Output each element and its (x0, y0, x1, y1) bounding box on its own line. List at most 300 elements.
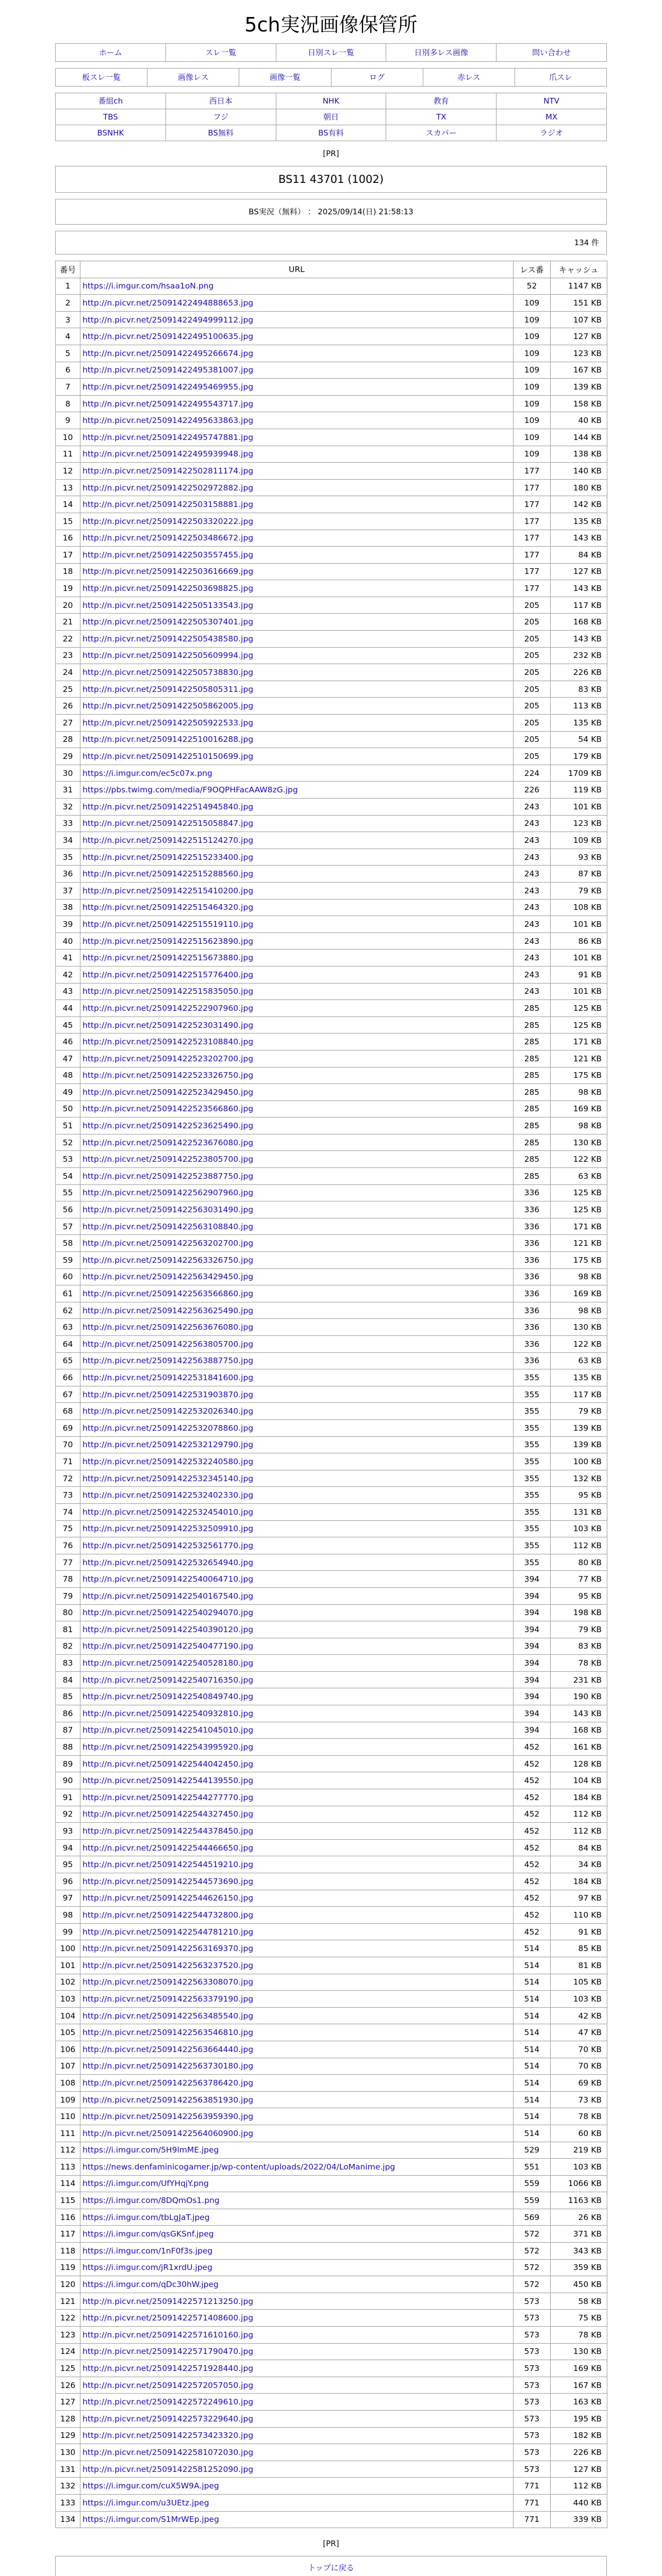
cache-size-link[interactable]: 60 KB (551, 2125, 607, 2142)
cache-size-link[interactable]: 26 KB (551, 2209, 607, 2226)
image-url-link[interactable]: http://n.picvr.net/25091422540528180.jpg (80, 1655, 514, 1672)
res-number-link[interactable]: 336 (514, 1201, 551, 1218)
image-url-link[interactable]: http://n.picvr.net/25091422515519110.jpg (80, 916, 514, 933)
image-url-link[interactable]: http://n.picvr.net/25091422563805700.jpg (80, 1336, 514, 1353)
image-url-link[interactable]: https://i.imgur.com/u3UEtz.jpeg (80, 2494, 514, 2511)
res-number-link[interactable]: 529 (514, 2142, 551, 2159)
cache-size-link[interactable]: 163 KB (551, 2394, 607, 2411)
res-number-link[interactable]: 394 (514, 1604, 551, 1621)
image-url-link[interactable]: http://n.picvr.net/25091422505609994.jpg (80, 647, 514, 664)
res-number-link[interactable]: 573 (514, 2394, 551, 2411)
image-url-link[interactable]: http://n.picvr.net/25091422540294070.jpg (80, 1604, 514, 1621)
image-url-link[interactable]: http://n.picvr.net/25091422532026340.jpg (80, 1403, 514, 1420)
res-number-link[interactable]: 514 (514, 2075, 551, 2092)
cache-size-link[interactable]: 78 KB (551, 2327, 607, 2344)
cache-size-link[interactable]: 77 KB (551, 1571, 607, 1588)
image-url-link[interactable]: http://n.picvr.net/25091422544139550.jpg (80, 1772, 514, 1789)
image-url-link[interactable]: http://n.picvr.net/25091422515673880.jpg (80, 950, 514, 967)
image-url-link[interactable]: http://n.picvr.net/25091422532129790.jpg (80, 1436, 514, 1453)
cache-size-link[interactable]: 1066 KB (551, 2175, 607, 2192)
image-url-link[interactable]: https://i.imgur.com/1nF0f3s.jpeg (80, 2243, 514, 2260)
image-url-link[interactable]: http://n.picvr.net/25091422532402330.jpg (80, 1487, 514, 1504)
image-url-link[interactable]: http://n.picvr.net/25091422563664440.jpg (80, 2041, 514, 2058)
image-url-link[interactable]: http://n.picvr.net/25091422523031490.jpg (80, 1016, 514, 1033)
image-url-link[interactable]: http://n.picvr.net/25091422515233400.jpg (80, 849, 514, 866)
res-number-link[interactable]: 573 (514, 2360, 551, 2377)
res-number-link[interactable]: 285 (514, 1117, 551, 1134)
res-number-link[interactable]: 205 (514, 647, 551, 664)
channel-link[interactable]: TX (386, 109, 496, 125)
image-url-link[interactable]: https://i.imgur.com/qDc30hW.jpeg (80, 2276, 514, 2293)
cache-size-link[interactable]: 175 KB (551, 1067, 607, 1084)
res-number-link[interactable]: 394 (514, 1571, 551, 1588)
cache-size-link[interactable]: 130 KB (551, 2343, 607, 2360)
cache-size-link[interactable]: 81 KB (551, 1957, 607, 1974)
channel-link[interactable]: ラジオ (496, 125, 606, 141)
res-number-link[interactable]: 243 (514, 933, 551, 950)
image-url-link[interactable]: http://n.picvr.net/25091422564060900.jpg (80, 2125, 514, 2142)
cache-size-link[interactable]: 180 KB (551, 479, 607, 496)
image-url-link[interactable]: http://n.picvr.net/25091422505805311.jpg (80, 681, 514, 698)
res-number-link[interactable]: 355 (514, 1419, 551, 1436)
image-url-link[interactable]: http://n.picvr.net/25091422532240580.jpg (80, 1453, 514, 1470)
cache-size-link[interactable]: 143 KB (551, 631, 607, 648)
res-number-link[interactable]: 452 (514, 1739, 551, 1756)
cache-size-link[interactable]: 109 KB (551, 832, 607, 849)
cache-size-link[interactable]: 175 KB (551, 1252, 607, 1269)
cache-size-link[interactable]: 98 KB (551, 1117, 607, 1134)
image-url-link[interactable]: http://n.picvr.net/25091422544042450.jpg (80, 1755, 514, 1772)
res-number-link[interactable]: 177 (514, 463, 551, 480)
res-number-link[interactable]: 355 (514, 1470, 551, 1487)
res-number-link[interactable]: 109 (514, 295, 551, 312)
res-number-link[interactable]: 109 (514, 446, 551, 463)
res-number-link[interactable]: 285 (514, 1050, 551, 1067)
nav-item-daily-popular-images[interactable]: 日別多レス画像 (386, 44, 496, 61)
cache-size-link[interactable]: 167 KB (551, 2377, 607, 2394)
cache-size-link[interactable]: 100 KB (551, 1453, 607, 1470)
res-number-link[interactable]: 177 (514, 530, 551, 547)
cache-size-link[interactable]: 184 KB (551, 1873, 607, 1890)
image-url-link[interactable]: http://n.picvr.net/25091422571213250.jpg (80, 2293, 514, 2310)
cache-size-link[interactable]: 158 KB (551, 395, 607, 412)
image-url-link[interactable]: http://n.picvr.net/25091422544327450.jpg (80, 1806, 514, 1823)
image-url-link[interactable]: http://n.picvr.net/25091422523625490.jpg (80, 1117, 514, 1134)
cache-size-link[interactable]: 98 KB (551, 1302, 607, 1319)
cache-size-link[interactable]: 93 KB (551, 849, 607, 866)
res-number-link[interactable]: 109 (514, 345, 551, 362)
cache-size-link[interactable]: 107 KB (551, 311, 607, 328)
res-number-link[interactable]: 224 (514, 765, 551, 782)
nav-item-daily-thread-list[interactable]: 日別スレ一覧 (276, 44, 386, 61)
image-url-link[interactable]: https://i.imgur.com/jR1xrdU.jpeg (80, 2259, 514, 2276)
cache-size-link[interactable]: 135 KB (551, 1369, 607, 1386)
image-url-link[interactable]: http://n.picvr.net/25091422503486672.jpg (80, 530, 514, 547)
cache-size-link[interactable]: 47 KB (551, 2024, 607, 2041)
res-number-link[interactable]: 355 (514, 1453, 551, 1470)
cache-size-link[interactable]: 130 KB (551, 1134, 607, 1151)
image-url-link[interactable]: http://n.picvr.net/25091422531903870.jpg (80, 1386, 514, 1403)
res-number-link[interactable]: 514 (514, 2125, 551, 2142)
res-number-link[interactable]: 394 (514, 1688, 551, 1705)
cache-size-link[interactable]: 343 KB (551, 2243, 607, 2260)
res-number-link[interactable]: 285 (514, 1100, 551, 1117)
res-number-link[interactable]: 573 (514, 2377, 551, 2394)
cache-size-link[interactable]: 121 KB (551, 1235, 607, 1252)
image-url-link[interactable]: http://n.picvr.net/25091422515835050.jpg (80, 983, 514, 1000)
image-url-link[interactable]: http://n.picvr.net/25091422495100635.jpg (80, 328, 514, 345)
cache-size-link[interactable]: 122 KB (551, 1151, 607, 1168)
cache-size-link[interactable]: 190 KB (551, 1688, 607, 1705)
cache-size-link[interactable]: 182 KB (551, 2427, 607, 2444)
image-url-link[interactable]: https://i.imgur.com/ec5c07x.png (80, 765, 514, 782)
res-number-link[interactable]: 452 (514, 1789, 551, 1806)
image-url-link[interactable]: http://n.picvr.net/25091422571790470.jpg (80, 2343, 514, 2360)
res-number-link[interactable]: 559 (514, 2175, 551, 2192)
cache-size-link[interactable]: 226 KB (551, 2444, 607, 2461)
cache-size-link[interactable]: 450 KB (551, 2276, 607, 2293)
image-url-link[interactable]: http://n.picvr.net/25091422532454010.jpg (80, 1503, 514, 1520)
res-number-link[interactable]: 285 (514, 1151, 551, 1168)
cache-size-link[interactable]: 112 KB (551, 1537, 607, 1554)
image-url-link[interactable]: http://n.picvr.net/25091422563786420.jpg (80, 2075, 514, 2092)
res-number-link[interactable]: 243 (514, 899, 551, 916)
cache-size-link[interactable]: 85 KB (551, 1940, 607, 1957)
cache-size-link[interactable]: 123 KB (551, 345, 607, 362)
cache-size-link[interactable]: 128 KB (551, 1755, 607, 1772)
res-number-link[interactable]: 573 (514, 2293, 551, 2310)
cache-size-link[interactable]: 69 KB (551, 2075, 607, 2092)
channel-link[interactable]: BS無料 (166, 125, 276, 141)
image-url-link[interactable]: http://n.picvr.net/25091422532345140.jpg (80, 1470, 514, 1487)
image-url-link[interactable]: http://n.picvr.net/25091422571610160.jpg (80, 2327, 514, 2344)
res-number-link[interactable]: 394 (514, 1621, 551, 1638)
res-number-link[interactable]: 285 (514, 1084, 551, 1101)
image-url-link[interactable]: http://n.picvr.net/25091422523805700.jpg (80, 1151, 514, 1168)
image-url-link[interactable]: https://i.imgur.com/tbLgJaT.jpeg (80, 2209, 514, 2226)
cache-size-link[interactable]: 151 KB (551, 295, 607, 312)
res-number-link[interactable]: 394 (514, 1638, 551, 1655)
res-number-link[interactable]: 771 (514, 2494, 551, 2511)
image-url-link[interactable]: http://n.picvr.net/25091422522907960.jpg (80, 1000, 514, 1017)
cache-size-link[interactable]: 195 KB (551, 2411, 607, 2428)
cache-size-link[interactable]: 339 KB (551, 2511, 607, 2528)
cache-size-link[interactable]: 83 KB (551, 681, 607, 698)
channel-link[interactable]: MX (496, 109, 606, 125)
res-number-link[interactable]: 452 (514, 1890, 551, 1907)
cache-size-link[interactable]: 98 KB (551, 1268, 607, 1285)
cache-size-link[interactable]: 125 KB (551, 1000, 607, 1017)
cache-size-link[interactable]: 139 KB (551, 1419, 607, 1436)
res-number-link[interactable]: 394 (514, 1671, 551, 1688)
image-url-link[interactable]: http://n.picvr.net/25091422563730180.jpg (80, 2058, 514, 2075)
cache-size-link[interactable]: 79 KB (551, 1621, 607, 1638)
res-number-link[interactable]: 573 (514, 2343, 551, 2360)
res-number-link[interactable]: 205 (514, 748, 551, 765)
image-url-link[interactable]: http://n.picvr.net/25091422523108840.jpg (80, 1033, 514, 1050)
res-number-link[interactable]: 452 (514, 1772, 551, 1789)
res-number-link[interactable]: 109 (514, 328, 551, 345)
image-url-link[interactable]: http://n.picvr.net/25091422562907960.jpg (80, 1184, 514, 1201)
nav-item-image-res[interactable]: 画像レス (147, 69, 239, 86)
cache-size-link[interactable]: 171 KB (551, 1033, 607, 1050)
cache-size-link[interactable]: 95 KB (551, 1487, 607, 1504)
res-number-link[interactable]: 394 (514, 1705, 551, 1722)
cache-size-link[interactable]: 140 KB (551, 463, 607, 480)
res-number-link[interactable]: 109 (514, 429, 551, 446)
image-url-link[interactable]: http://n.picvr.net/25091422540716350.jpg (80, 1671, 514, 1688)
cache-size-link[interactable]: 75 KB (551, 2310, 607, 2327)
channel-link[interactable]: BS有料 (276, 125, 386, 141)
cache-size-link[interactable]: 198 KB (551, 1604, 607, 1621)
image-url-link[interactable]: http://n.picvr.net/25091422544573690.jpg (80, 1873, 514, 1890)
res-number-link[interactable]: 52 (514, 278, 551, 295)
res-number-link[interactable]: 355 (514, 1386, 551, 1403)
channel-link[interactable]: NTV (496, 93, 606, 109)
res-number-link[interactable]: 514 (514, 1991, 551, 2008)
res-number-link[interactable]: 109 (514, 395, 551, 412)
cache-size-link[interactable]: 63 KB (551, 1168, 607, 1185)
cache-size-link[interactable]: 143 KB (551, 530, 607, 547)
image-url-link[interactable]: http://n.picvr.net/25091422523887750.jpg (80, 1168, 514, 1185)
image-url-link[interactable]: https://i.imgur.com/hsaa1oN.png (80, 278, 514, 295)
image-url-link[interactable]: https://i.imgur.com/UfYHqjY.png (80, 2175, 514, 2192)
image-url-link[interactable]: http://n.picvr.net/25091422503557455.jpg (80, 547, 514, 564)
image-url-link[interactable]: http://n.picvr.net/25091422544626150.jpg (80, 1890, 514, 1907)
image-url-link[interactable]: http://n.picvr.net/25091422540932810.jpg (80, 1705, 514, 1722)
cache-size-link[interactable]: 104 KB (551, 1772, 607, 1789)
cache-size-link[interactable]: 1147 KB (551, 278, 607, 295)
cache-size-link[interactable]: 359 KB (551, 2259, 607, 2276)
image-url-link[interactable]: http://n.picvr.net/25091422523429450.jpg (80, 1084, 514, 1101)
res-number-link[interactable]: 177 (514, 513, 551, 530)
res-number-link[interactable]: 205 (514, 681, 551, 698)
cache-size-link[interactable]: 171 KB (551, 1218, 607, 1235)
image-url-link[interactable]: http://n.picvr.net/25091422532561770.jpg (80, 1537, 514, 1554)
cache-size-link[interactable]: 135 KB (551, 513, 607, 530)
image-url-link[interactable]: https://news.denfaminicogamer.jp/wp-content/uploads/2022/04/LoManime.jpg (80, 2159, 514, 2176)
res-number-link[interactable]: 336 (514, 1302, 551, 1319)
cache-size-link[interactable]: 161 KB (551, 1739, 607, 1756)
back-to-top-link[interactable]: トップに戻る (55, 2556, 607, 2576)
res-number-link[interactable]: 336 (514, 1235, 551, 1252)
res-number-link[interactable]: 771 (514, 2478, 551, 2495)
image-url-link[interactable]: http://n.picvr.net/25091422514945840.jpg (80, 799, 514, 816)
cache-size-link[interactable]: 231 KB (551, 1671, 607, 1688)
image-url-link[interactable]: http://n.picvr.net/25091422541045010.jpg (80, 1722, 514, 1739)
cache-size-link[interactable]: 58 KB (551, 2293, 607, 2310)
nav-item-log[interactable]: ログ (331, 69, 423, 86)
cache-size-link[interactable]: 1163 KB (551, 2192, 607, 2209)
res-number-link[interactable]: 109 (514, 362, 551, 379)
res-number-link[interactable]: 452 (514, 1839, 551, 1856)
image-url-link[interactable]: http://n.picvr.net/25091422563379190.jpg (80, 1991, 514, 2008)
nav-item-home[interactable]: ホーム (98, 48, 122, 57)
channel-link[interactable]: スカパー (386, 125, 496, 141)
cache-size-link[interactable]: 168 KB (551, 1722, 607, 1739)
res-number-link[interactable]: 177 (514, 580, 551, 597)
cache-size-link[interactable]: 139 KB (551, 379, 607, 396)
res-number-link[interactable]: 572 (514, 2226, 551, 2243)
image-url-link[interactable]: http://n.picvr.net/25091422540167540.jpg (80, 1587, 514, 1604)
res-number-link[interactable]: 355 (514, 1503, 551, 1520)
image-url-link[interactable]: http://n.picvr.net/25091422503320222.jpg (80, 513, 514, 530)
res-number-link[interactable]: 452 (514, 1806, 551, 1823)
image-url-link[interactable]: http://n.picvr.net/25091422503158881.jpg (80, 496, 514, 513)
res-number-link[interactable]: 285 (514, 1168, 551, 1185)
image-url-link[interactable]: http://n.picvr.net/25091422563887750.jpg (80, 1352, 514, 1369)
cache-size-link[interactable]: 371 KB (551, 2226, 607, 2243)
res-number-link[interactable]: 514 (514, 2108, 551, 2125)
res-number-link[interactable]: 243 (514, 983, 551, 1000)
image-url-link[interactable]: http://n.picvr.net/25091422532654940.jpg (80, 1554, 514, 1571)
image-url-link[interactable]: http://n.picvr.net/25091422505922533.jpg (80, 715, 514, 732)
cache-size-link[interactable]: 63 KB (551, 1352, 607, 1369)
res-number-link[interactable]: 452 (514, 1923, 551, 1940)
image-url-link[interactable]: http://n.picvr.net/25091422543995920.jpg (80, 1739, 514, 1756)
res-number-link[interactable]: 452 (514, 1823, 551, 1840)
image-url-link[interactable]: http://n.picvr.net/25091422503698825.jpg (80, 580, 514, 597)
res-number-link[interactable]: 514 (514, 1940, 551, 1957)
channel-link[interactable]: 西日本 (166, 93, 276, 109)
res-number-link[interactable]: 394 (514, 1587, 551, 1604)
channel-link[interactable]: TBS (103, 112, 118, 122)
res-number-link[interactable]: 573 (514, 2310, 551, 2327)
image-url-link[interactable]: http://n.picvr.net/25091422563625490.jpg (80, 1302, 514, 1319)
channel-link[interactable]: NHK (276, 93, 386, 109)
res-number-link[interactable]: 336 (514, 1336, 551, 1353)
image-url-link[interactable]: http://n.picvr.net/25091422505862005.jpg (80, 698, 514, 715)
res-number-link[interactable]: 205 (514, 614, 551, 631)
image-url-link[interactable]: http://n.picvr.net/25091422502972882.jpg (80, 479, 514, 496)
cache-size-link[interactable]: 112 KB (551, 2478, 607, 2495)
image-url-link[interactable]: https://i.imgur.com/5H9lmME.jpeg (80, 2142, 514, 2159)
res-number-link[interactable]: 205 (514, 715, 551, 732)
cache-size-link[interactable]: 83 KB (551, 1638, 607, 1655)
res-number-link[interactable]: 109 (514, 379, 551, 396)
cache-size-link[interactable]: 440 KB (551, 2494, 607, 2511)
image-url-link[interactable]: http://n.picvr.net/25091422563237520.jpg (80, 1957, 514, 1974)
cache-size-link[interactable]: 125 KB (551, 1201, 607, 1218)
cache-size-link[interactable]: 117 KB (551, 1386, 607, 1403)
cache-size-link[interactable]: 42 KB (551, 2007, 607, 2024)
res-number-link[interactable]: 559 (514, 2192, 551, 2209)
image-url-link[interactable]: http://n.picvr.net/25091422544732800.jpg (80, 1907, 514, 1924)
cache-size-link[interactable]: 121 KB (551, 1050, 607, 1067)
cache-size-link[interactable]: 139 KB (551, 1436, 607, 1453)
res-number-link[interactable]: 514 (514, 1974, 551, 1991)
cache-size-link[interactable]: 131 KB (551, 1503, 607, 1520)
cache-size-link[interactable]: 79 KB (551, 1403, 607, 1420)
channel-link[interactable]: 番組ch (98, 96, 123, 106)
image-url-link[interactable]: http://n.picvr.net/25091422571408600.jpg (80, 2310, 514, 2327)
image-url-link[interactable]: http://n.picvr.net/25091422495469955.jpg (80, 379, 514, 396)
res-number-link[interactable]: 355 (514, 1487, 551, 1504)
res-number-link[interactable]: 514 (514, 2007, 551, 2024)
cache-size-link[interactable]: 105 KB (551, 1974, 607, 1991)
res-number-link[interactable]: 452 (514, 1873, 551, 1890)
image-url-link[interactable]: http://n.picvr.net/25091422563566860.jpg (80, 1285, 514, 1302)
cache-size-link[interactable]: 219 KB (551, 2142, 607, 2159)
res-number-link[interactable]: 336 (514, 1252, 551, 1269)
image-url-link[interactable]: http://n.picvr.net/25091422563169370.jpg (80, 1940, 514, 1957)
cache-size-link[interactable]: 127 KB (551, 328, 607, 345)
res-number-link[interactable]: 355 (514, 1369, 551, 1386)
res-number-link[interactable]: 355 (514, 1537, 551, 1554)
channel-link[interactable]: 朝日 (276, 109, 386, 125)
cache-size-link[interactable]: 119 KB (551, 782, 607, 799)
image-url-link[interactable]: http://n.picvr.net/25091422540390120.jpg (80, 1621, 514, 1638)
image-url-link[interactable]: http://n.picvr.net/25091422503616669.jpg (80, 563, 514, 580)
cache-size-link[interactable]: 108 KB (551, 899, 607, 916)
image-url-link[interactable]: http://n.picvr.net/25091422515410200.jpg (80, 882, 514, 899)
res-number-link[interactable]: 355 (514, 1554, 551, 1571)
cache-size-link[interactable]: 110 KB (551, 1907, 607, 1924)
cache-size-link[interactable]: 169 KB (551, 1100, 607, 1117)
res-number-link[interactable]: 573 (514, 2427, 551, 2444)
cache-size-link[interactable]: 70 KB (551, 2058, 607, 2075)
res-number-link[interactable]: 572 (514, 2276, 551, 2293)
res-number-link[interactable]: 285 (514, 1016, 551, 1033)
res-number-link[interactable]: 177 (514, 563, 551, 580)
cache-size-link[interactable]: 84 KB (551, 1839, 607, 1856)
cache-size-link[interactable]: 138 KB (551, 446, 607, 463)
res-number-link[interactable]: 243 (514, 882, 551, 899)
image-url-link[interactable]: http://n.picvr.net/25091422515776400.jpg (80, 966, 514, 983)
res-number-link[interactable]: 226 (514, 782, 551, 799)
image-url-link[interactable]: http://n.picvr.net/25091422495266674.jpg (80, 345, 514, 362)
res-number-link[interactable]: 336 (514, 1268, 551, 1285)
image-url-link[interactable]: http://n.picvr.net/25091422544519210.jpg (80, 1856, 514, 1873)
res-number-link[interactable]: 514 (514, 2058, 551, 2075)
res-number-link[interactable]: 573 (514, 2411, 551, 2428)
res-number-link[interactable]: 394 (514, 1722, 551, 1739)
cache-size-link[interactable]: 144 KB (551, 429, 607, 446)
res-number-link[interactable]: 285 (514, 1067, 551, 1084)
image-url-link[interactable]: http://n.picvr.net/25091422505133543.jpg (80, 597, 514, 614)
cache-size-link[interactable]: 112 KB (551, 1823, 607, 1840)
image-url-link[interactable]: http://n.picvr.net/25091422515288560.jpg (80, 866, 514, 883)
image-url-link[interactable]: http://n.picvr.net/25091422563031490.jpg (80, 1201, 514, 1218)
res-number-link[interactable]: 573 (514, 2444, 551, 2461)
cache-size-link[interactable]: 142 KB (551, 496, 607, 513)
res-number-link[interactable]: 243 (514, 832, 551, 849)
cache-size-link[interactable]: 143 KB (551, 580, 607, 597)
res-number-link[interactable]: 355 (514, 1403, 551, 1420)
res-number-link[interactable]: 205 (514, 731, 551, 748)
cache-size-link[interactable]: 91 KB (551, 966, 607, 983)
image-url-link[interactable]: http://n.picvr.net/25091422523676080.jpg (80, 1134, 514, 1151)
image-url-link[interactable]: http://n.picvr.net/25091422523566860.jpg (80, 1100, 514, 1117)
image-url-link[interactable]: http://n.picvr.net/25091422515058847.jpg (80, 815, 514, 832)
image-url-link[interactable]: http://n.picvr.net/25091422544378450.jpg (80, 1823, 514, 1840)
image-url-link[interactable]: https://i.imgur.com/S1MrWEp.jpeg (80, 2511, 514, 2528)
site-title[interactable]: 5ch実況画像保管所 (244, 13, 418, 36)
res-number-link[interactable]: 572 (514, 2259, 551, 2276)
image-url-link[interactable]: http://n.picvr.net/25091422563108840.jpg (80, 1218, 514, 1235)
image-url-link[interactable]: http://n.picvr.net/25091422495381007.jpg (80, 362, 514, 379)
cache-size-link[interactable]: 70 KB (551, 2041, 607, 2058)
cache-size-link[interactable]: 34 KB (551, 1856, 607, 1873)
image-url-link[interactable]: http://n.picvr.net/25091422544466650.jpg (80, 1839, 514, 1856)
cache-size-link[interactable]: 54 KB (551, 731, 607, 748)
res-number-link[interactable]: 394 (514, 1655, 551, 1672)
cache-size-link[interactable]: 91 KB (551, 1923, 607, 1940)
cache-size-link[interactable]: 95 KB (551, 1587, 607, 1604)
image-url-link[interactable]: https://i.imgur.com/cuX5W9A.jpeg (80, 2478, 514, 2495)
image-url-link[interactable]: http://n.picvr.net/25091422531841600.jpg (80, 1369, 514, 1386)
cache-size-link[interactable]: 169 KB (551, 2360, 607, 2377)
